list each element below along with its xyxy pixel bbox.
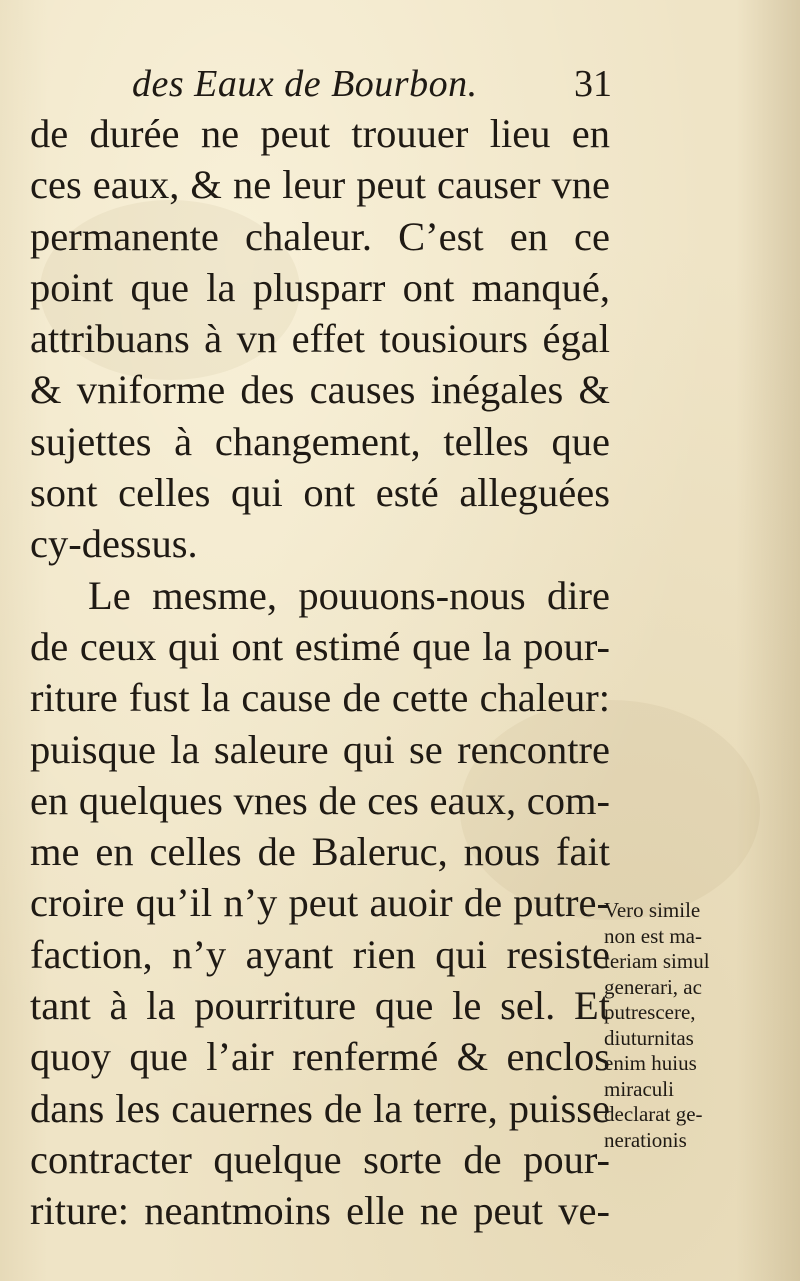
margin-note-line: generari, ac: [604, 974, 702, 999]
paragraph-first-line: Le mesme, pouuons-nous dire: [88, 572, 610, 618]
text-line: tant à la pourriture que le sel. Et: [30, 983, 610, 1029]
running-title: des Eaux de Bourbon.: [132, 63, 478, 105]
margin-note-line: nerationis: [604, 1127, 687, 1152]
text-line: faction, n’y ayant rien qui resiste: [30, 931, 610, 977]
text-line: attribuans à vn effet tousiours égal: [30, 316, 610, 362]
margin-note-line: non est ma-: [604, 923, 702, 948]
margin-note-line: enim huius: [604, 1051, 697, 1075]
text-line: riture fust la cause de cette chaleur:: [30, 675, 610, 721]
text-line: sont celles qui ont esté alleguées: [30, 470, 610, 516]
text-line: permanente chaleur. C’est en ce: [30, 213, 610, 259]
text-line: ces eaux, & ne leur peut causer vne: [30, 162, 610, 208]
text-line: & vniforme des causes inégales &: [30, 367, 610, 413]
text-line: contracter quelque sorte de pour-: [30, 1136, 610, 1182]
text-line: de durée ne peut trouuer lieu en: [30, 111, 610, 156]
margin-note-line: declarat ge-: [604, 1102, 703, 1126]
text-line: sujettes à changement, telles que: [30, 418, 610, 464]
running-head: [132, 62, 612, 106]
page-number: 31: [574, 63, 612, 105]
text-line: croire qu’il n’y peut auoir de putre-: [30, 880, 610, 926]
text-line: quoy que l’air renfermé & enclos: [30, 1034, 610, 1080]
margin-note-line: Vero simile: [604, 898, 701, 922]
text-line: cy-dessus.: [30, 521, 198, 567]
margin-note-line: putrescere,: [604, 1000, 696, 1024]
text-line: riture: neantmoins elle ne peut ve-: [30, 1188, 610, 1234]
text-line: puisque la saleure qui se rencontre: [30, 726, 610, 772]
text-line: dans les cauernes de la terre, puisse: [30, 1085, 610, 1131]
body-text: [30, 108, 610, 1237]
margin-note-line: teriam simul: [604, 949, 710, 973]
margin-note: [604, 898, 774, 1153]
margin-note-line: miraculi: [604, 1076, 674, 1101]
text-line: de ceux qui ont estimé que la pour-: [30, 623, 610, 669]
text-line: en quelques vnes de ces eaux, com-: [30, 777, 610, 823]
text-line: point que la plusparr ont manqué,: [30, 264, 610, 310]
text-line: me en celles de Baleruc, nous fait: [30, 829, 610, 875]
margin-note-line: diuturnitas: [604, 1025, 694, 1050]
